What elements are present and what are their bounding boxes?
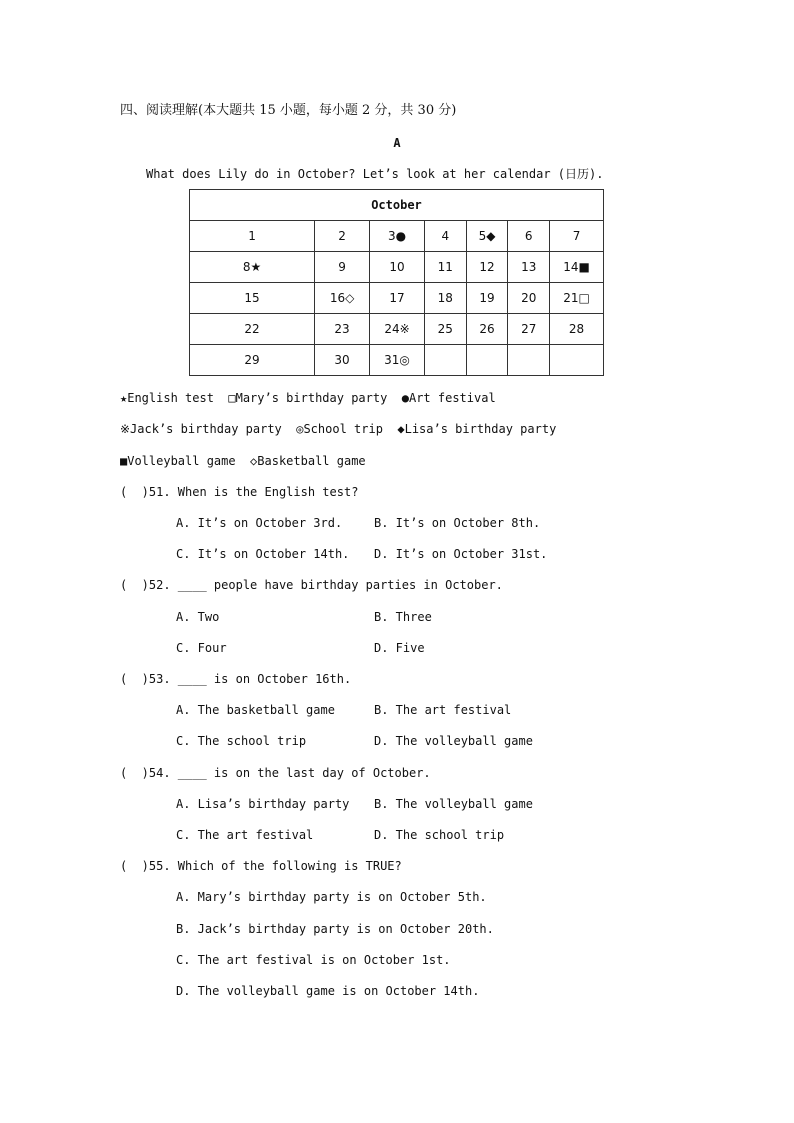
calendar-week-4 <box>190 314 604 345</box>
calendar-cell <box>424 345 466 376</box>
calendar-cell <box>466 345 508 376</box>
question-55-option-d[interactable]: D. The volleyball game is on October 14th. <box>176 984 480 998</box>
question-55-stem: ( )55. Which of the following is TRUE? <box>120 859 402 873</box>
calendar-cell: 11 <box>424 252 466 283</box>
calendar-cell: 29 <box>190 345 315 376</box>
question-55-option-a[interactable]: A. Mary’s birthday party is on October 5th. <box>176 890 487 904</box>
question-54-stem: ( )54. ____ is on the last day of October. <box>120 766 431 780</box>
calendar-cell <box>550 345 604 376</box>
calendar-week-5 <box>190 345 604 376</box>
calendar-cell: 16◇ <box>315 283 370 314</box>
section-heading: 四、阅读理解(本大题共 15 小题，每小题 2 分，共 30 分) <box>120 103 457 118</box>
question-55-option-c[interactable]: C. The art festival is on October 1st. <box>176 953 451 967</box>
legend-line-2: ※Jack’s birthday party ◎School trip ◆Lisa’s birthday party <box>120 422 557 436</box>
calendar-cell: 14■ <box>550 252 604 283</box>
question-52-option-b[interactable]: B. Three <box>374 610 432 624</box>
question-54-option-c[interactable]: C. The art festival <box>176 828 314 842</box>
question-53-option-c[interactable]: C. The school trip <box>176 734 307 748</box>
calendar-cell: 12 <box>466 252 508 283</box>
calendar-cell: 9 <box>315 252 370 283</box>
question-53-option-b[interactable]: B. The art festival <box>374 703 512 717</box>
calendar-cell: 17 <box>370 283 425 314</box>
question-54-option-d[interactable]: D. The school trip <box>374 828 505 842</box>
calendar-cell: 8★ <box>190 252 315 283</box>
legend-line-3: ■Volleyball game ◇Basketball game <box>120 454 366 468</box>
calendar-cell: 19 <box>466 283 508 314</box>
passage-intro: What does Lily do in October? Let’s look at her calendar (日历). <box>146 167 604 181</box>
calendar-cell: 31◎ <box>370 345 425 376</box>
passage-label: A <box>393 136 401 150</box>
calendar-week-3 <box>190 283 604 314</box>
calendar-cell: 28 <box>550 314 604 345</box>
question-51-option-c[interactable]: C. It’s on October 14th. <box>176 547 350 561</box>
calendar-cell: 4 <box>424 221 466 252</box>
question-55-option-b[interactable]: B. Jack’s birthday party is on October 20th. <box>176 922 494 936</box>
calendar-cell: 2 <box>315 221 370 252</box>
calendar-cell: 26 <box>466 314 508 345</box>
october-calendar <box>189 189 604 376</box>
question-51-option-b[interactable]: B. It’s on October 8th. <box>374 516 541 530</box>
calendar-cell: 18 <box>424 283 466 314</box>
calendar-cell: 3● <box>370 221 425 252</box>
calendar-cell: 6 <box>508 221 550 252</box>
calendar-cell: 30 <box>315 345 370 376</box>
question-53-option-a[interactable]: A. The basketball game <box>176 703 335 717</box>
calendar-cell: 25 <box>424 314 466 345</box>
calendar-cell: 22 <box>190 314 315 345</box>
question-51-option-d[interactable]: D. It’s on October 31st. <box>374 547 548 561</box>
calendar-cell: 7 <box>550 221 604 252</box>
calendar-cell: 5◆ <box>466 221 508 252</box>
question-52-option-c[interactable]: C. Four <box>176 641 227 655</box>
question-54-option-a[interactable]: A. Lisa’s birthday party <box>176 797 350 811</box>
calendar-cell: 15 <box>190 283 315 314</box>
calendar-cell: 24※ <box>370 314 425 345</box>
calendar-week-2 <box>190 252 604 283</box>
calendar-month-header: October <box>190 190 604 221</box>
question-54-option-b[interactable]: B. The volleyball game <box>374 797 533 811</box>
calendar-cell: 10 <box>370 252 425 283</box>
calendar-cell: 20 <box>508 283 550 314</box>
question-52-stem: ( )52. ____ people have birthday parties in October. <box>120 578 503 592</box>
calendar-cell <box>508 345 550 376</box>
question-53-stem: ( )53. ____ is on October 16th. <box>120 672 352 686</box>
legend-line-1: ★English test □Mary’s birthday party ●Art festival <box>120 391 496 405</box>
calendar-cell: 21□ <box>550 283 604 314</box>
calendar-week-1 <box>190 221 604 252</box>
calendar-cell: 13 <box>508 252 550 283</box>
calendar-cell: 1 <box>190 221 315 252</box>
calendar-cell: 27 <box>508 314 550 345</box>
question-51-option-a[interactable]: A. It’s on October 3rd. <box>176 516 343 530</box>
question-53-option-d[interactable]: D. The volleyball game <box>374 734 533 748</box>
question-51-stem: ( )51. When is the English test? <box>120 485 359 499</box>
question-52-option-a[interactable]: A. Two <box>176 610 220 624</box>
calendar-cell: 23 <box>315 314 370 345</box>
question-52-option-d[interactable]: D. Five <box>374 641 425 655</box>
